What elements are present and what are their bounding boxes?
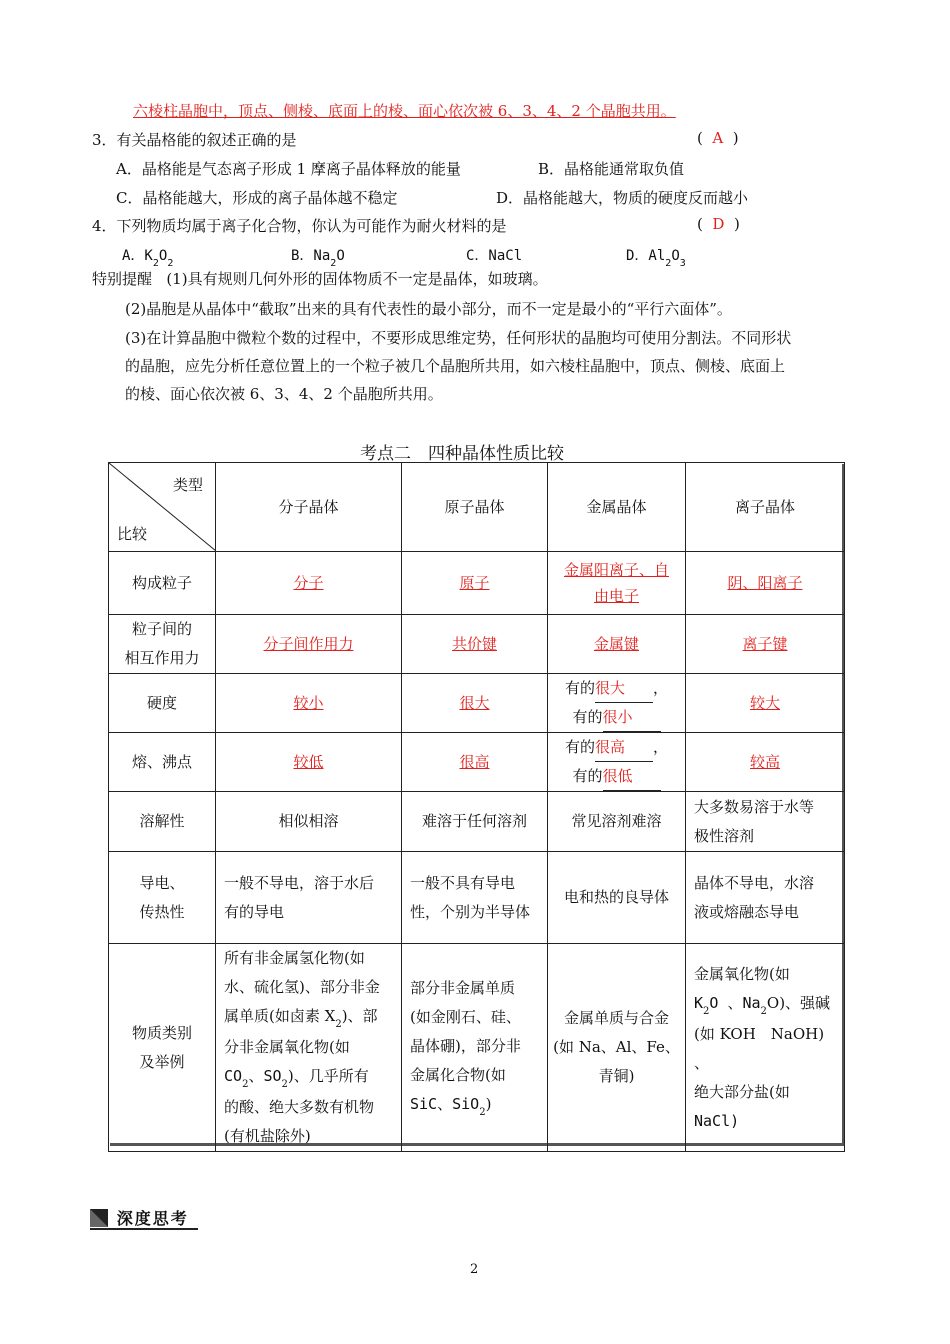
interaction-atomic: 共价键	[402, 615, 548, 674]
melting-metallic: 有的很高 ， 有的很低	[548, 733, 686, 792]
col-header-molecular: 分子晶体	[216, 463, 402, 552]
col-header-metallic: 金属晶体	[548, 463, 686, 552]
solubility-molecular: 相似相溶	[216, 792, 402, 852]
q4-answer: ( D )	[697, 215, 740, 233]
interaction-metallic: 金属键	[548, 615, 686, 674]
corner-type: 类型	[172, 476, 203, 494]
particles-molecular: 分子	[216, 552, 402, 615]
q4-option-c: C．NaCl	[466, 248, 523, 264]
tips-label: 特别提醒	[92, 270, 153, 288]
particles-atomic: 原子	[402, 552, 548, 615]
tips-line-4: 的晶胞，应先分析任意位置上的一个粒子被几个晶胞所共用，如六棱柱晶胞中，顶点、侧棱、底面上	[125, 357, 786, 375]
solubility-metallic: 常见溶剂难溶	[548, 792, 686, 852]
melting-atomic: 很高	[402, 733, 548, 792]
examples-metallic: 金属单质与合金 (如 Na、Al、Fe、 青铜)	[548, 944, 686, 1152]
conductivity-ionic: 晶体不导电，水溶 液或熔融态导电	[686, 852, 845, 944]
page-number: 2	[470, 1262, 479, 1277]
q4-option-a: A．$K_2O_2$	[122, 248, 174, 269]
solubility-atomic: 难溶于任何溶剂	[402, 792, 548, 852]
q3-answer: ( A )	[697, 129, 739, 147]
tips-line-2: (2)晶胞是从晶体中“截取”出来的具有代表性的最小部分，而不一定是最小的“平行六面体”。	[125, 300, 732, 318]
corner-triangle-icon	[90, 1209, 108, 1227]
tips-line-5: 的棱、面心依次被 6、3、4、2 个晶胞所共用。	[125, 385, 443, 403]
q3-option-a: A．晶格能是气态离子形成 1 摩离子晶体释放的能量	[116, 160, 461, 178]
q3-option-c: C．晶格能越大，形成的离子晶体越不稳定	[116, 189, 398, 207]
row-label-interaction: 粒子间的 相互作用力	[109, 615, 216, 674]
row-label-particles: 构成粒子	[109, 552, 216, 615]
examples-atomic: 部分非金属单质 (如金刚石、硅、 晶体硼)，部分非 金属化合物(如 SiC、SiO$_2$)	[402, 944, 548, 1152]
conductivity-atomic: 一般不具有导电 性，个别为半导体	[402, 852, 548, 944]
corner-compare: 比较	[117, 525, 148, 543]
table-corner	[109, 463, 216, 552]
row-label-examples: 物质类别 及举例	[109, 944, 216, 1152]
q3-answer-letter: A	[712, 129, 724, 147]
q3-stem: 3．有关晶格能的叙述正确的是	[92, 131, 297, 149]
tips-line-3: (3)在计算晶胞中微粒个数的过程中，不要形成思维定势，任何形状的晶胞均可使用分割法。不同形状	[125, 329, 792, 347]
hardness-molecular: 较小	[216, 674, 402, 733]
q4-stem: 4．下列物质均属于离子化合物，你认为可能作为耐火材料的是	[92, 217, 507, 235]
conductivity-molecular: 一般不导电，溶于水后 有的导电	[216, 852, 402, 944]
solubility-ionic: 大多数易溶于水等 极性溶剂	[686, 792, 845, 852]
conductivity-metallic: 电和热的良导体	[548, 852, 686, 944]
melting-ionic: 较高	[686, 733, 845, 792]
hardness-metallic: 有的很大 ， 有的很小	[548, 674, 686, 733]
section-title: 考点二 四种晶体性质比较	[360, 444, 564, 464]
comparison-table	[108, 462, 845, 1152]
col-header-ionic: 离子晶体	[686, 463, 845, 552]
row-label-conductivity: 导电、 传热性	[109, 852, 216, 944]
deep-thinking-label: 深度思考	[116, 1209, 189, 1228]
interaction-ionic: 离子键	[686, 615, 845, 674]
q4-answer-letter: D	[712, 215, 725, 233]
deep-thinking-heading	[90, 1206, 189, 1229]
particles-metallic: 金属阳离子、自 由电子	[548, 552, 686, 615]
particles-ionic: 阴、阳离子	[686, 552, 845, 615]
row-label-melting: 熔、沸点	[109, 733, 216, 792]
intro-red-line: 六棱柱晶胞中，顶点、侧棱、底面上的棱、面心依次被 6、3、4、2 个晶胞共用。	[133, 102, 676, 120]
tips-line-1: 特别提醒 (1)具有规则几何外形的固体物质不一定是晶体，如玻璃。	[92, 270, 548, 288]
hardness-ionic: 较大	[686, 674, 845, 733]
q3-option-d: D．晶格能越大，物质的硬度反而越小	[496, 189, 749, 207]
row-label-hardness: 硬度	[109, 674, 216, 733]
examples-molecular: 所有非金属氢化物(如 水、硫化氢)、部分非金 属单质(如卤素 $X_2$)、部 分非金属氧化物(如 $CO_2$、$SO_2$)、几乎所有 的酸、绝大多数有机物 (有机盐除外)	[216, 944, 402, 1152]
row-label-solubility: 溶解性	[109, 792, 216, 852]
q4-option-b: B．$Na_2O$	[291, 248, 345, 269]
col-header-atomic: 原子晶体	[402, 463, 548, 552]
melting-molecular: 较低	[216, 733, 402, 792]
hardness-atomic: 很大	[402, 674, 548, 733]
deep-thinking-underline	[90, 1228, 198, 1230]
q3-option-b: B．晶格能通常取负值	[538, 160, 685, 178]
interaction-molecular: 分子间作用力	[216, 615, 402, 674]
examples-ionic: 金属氧化物(如 $K_2O$ 、$Na_2O$)、强碱 (如 KOH NaOH) 、 绝大部分盐(如 NaCl)	[686, 944, 845, 1152]
q4-option-d: D．$Al_2O_3$	[626, 248, 686, 269]
